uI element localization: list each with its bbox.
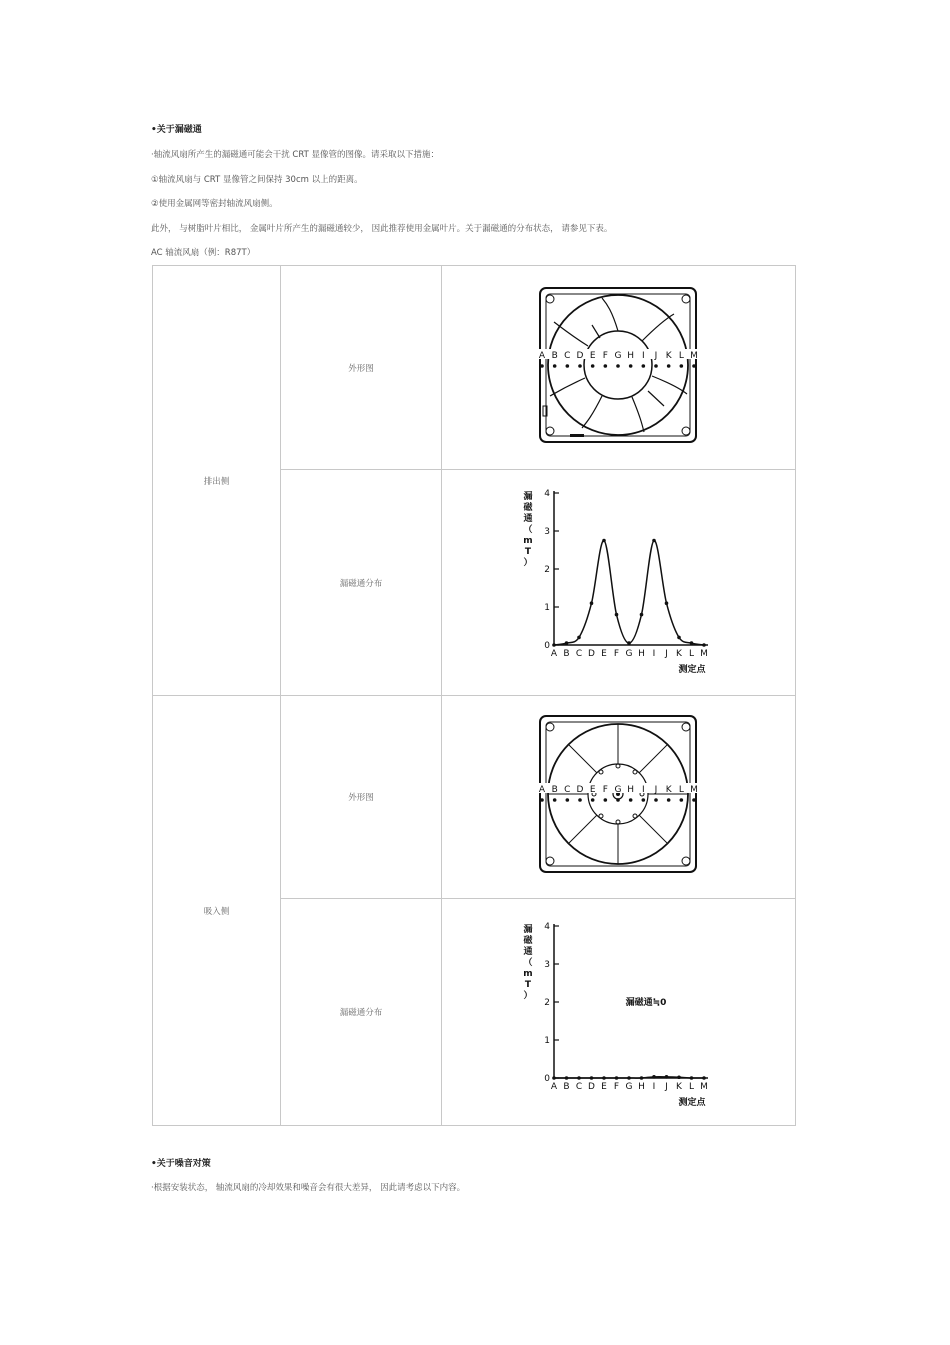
- exhaust-point-H: [629, 364, 633, 368]
- exhaust-chart-xtick-D: D: [588, 649, 595, 659]
- intake-chart-point-I: [652, 1075, 656, 1079]
- exhaust-chart-ylabel-char-2: 通: [523, 514, 533, 524]
- exhaust-chart-ytick-label-0: 0: [544, 641, 550, 651]
- exhaust-chart-point-I: [652, 539, 656, 543]
- exhaust-chart-xtick-C: C: [575, 649, 583, 659]
- exhaust-chart-point-B: [565, 641, 569, 645]
- exhaust-chart-xtick-M: M: [700, 649, 708, 659]
- exhaust-chart-xtick-L: L: [688, 649, 695, 659]
- intake-chart-point-B: [565, 1076, 569, 1080]
- intake-label-J: J: [654, 785, 658, 795]
- intake-label-A: A: [538, 785, 546, 795]
- exhaust-label-B: B: [551, 351, 558, 361]
- intake-chart-ytick-label-3: 3: [544, 960, 550, 970]
- intake-label-K: K: [665, 785, 672, 795]
- exhaust-chart-ytick-label-4: 4: [544, 489, 550, 499]
- intake-chart-xtick-K: K: [676, 1082, 682, 1092]
- exhaust-point-K: [667, 364, 671, 368]
- measurement-points-intake: [538, 783, 698, 802]
- exhaust-point-E: [591, 364, 595, 368]
- exhaust-label-C: C: [564, 351, 571, 361]
- intake-chart-xtick-L: L: [688, 1082, 695, 1092]
- exhaust-chart-ylabel-char-4: m: [523, 536, 533, 546]
- exhaust-chart-point-G: [627, 641, 631, 645]
- intake-point-C: [566, 798, 570, 802]
- intake-point-K: [667, 798, 671, 802]
- exhaust-chart-ylabel-char-1: 磁: [523, 503, 533, 513]
- intake-chart-point-F: [615, 1076, 619, 1080]
- paragraph-metal-blades: 此外， 与树脂叶片相比， 金属叶片所产生的漏磁通较少， 因此推荐使用金属叶片。关于漏磁通的分布状态， 请参见下表。: [151, 224, 613, 234]
- intake-chart-xtick-D: D: [588, 1082, 595, 1092]
- intake-chart-xtick-G: G: [625, 1082, 633, 1092]
- exhaust-point-J: [654, 364, 658, 368]
- paragraph-measure-1: ①轴流风扇与 CRT 显像管之间保持 30cm 以上的距离。: [151, 175, 363, 185]
- exhaust-label-D: D: [576, 351, 584, 361]
- intake-outline-label: 外形图: [281, 696, 442, 899]
- exhaust-point-D: [578, 364, 582, 368]
- exhaust-fan-outline-figure: [442, 266, 795, 466]
- intake-chart-xlabel: 测定点: [678, 1098, 706, 1108]
- exhaust-chart-xtick-I: I: [652, 649, 656, 659]
- intake-chart-ytick-label-4: 4: [544, 922, 550, 932]
- exhaust-chart-xlabel: 测定点: [678, 665, 706, 675]
- intake-chart-xtick-C: C: [575, 1082, 583, 1092]
- exhaust-chart-point-J: [665, 601, 669, 605]
- exhaust-label-A: A: [538, 351, 546, 361]
- intake-chart-ylabel-char-2: 通: [523, 947, 533, 957]
- intake-chart-ytick-label-1: 1: [544, 1036, 550, 1046]
- exhaust-chart-ylabel-char-0: 漏: [523, 492, 533, 502]
- intake-side-label: 吸入侧: [153, 696, 281, 1126]
- intake-chart-ylabel-char-4: m: [523, 969, 533, 979]
- intake-chart-xtick-I: I: [652, 1082, 656, 1092]
- intake-distribution-cell: [442, 899, 796, 1126]
- intake-chart-point-J: [665, 1075, 669, 1079]
- intake-leakage-chart: [442, 899, 795, 1122]
- exhaust-leakage-chart: [442, 470, 795, 692]
- exhaust-chart-ylabel-char-6: ）: [523, 558, 533, 568]
- exhaust-label-H: H: [627, 351, 635, 361]
- exhaust-point-M: [692, 364, 696, 368]
- exhaust-label-F: F: [602, 351, 608, 361]
- intake-point-M: [692, 798, 696, 802]
- intake-chart-point-H: [640, 1076, 644, 1080]
- intake-point-E: [591, 798, 595, 802]
- intake-label-C: C: [564, 785, 571, 795]
- intake-label-F: F: [602, 785, 608, 795]
- intake-chart-point-E: [602, 1076, 606, 1080]
- exhaust-distribution-cell: [442, 470, 796, 696]
- exhaust-label-K: K: [665, 351, 672, 361]
- intake-label-E: E: [589, 785, 596, 795]
- section-title-noise: •关于噪音对策: [151, 1159, 211, 1169]
- intake-label-L: L: [678, 785, 684, 795]
- exhaust-point-L: [680, 364, 684, 368]
- intake-label-H: H: [627, 785, 635, 795]
- exhaust-chart-point-K: [677, 636, 681, 640]
- exhaust-outline-cell: [442, 266, 796, 470]
- intake-chart-xtick-F: F: [613, 1082, 620, 1092]
- paragraph-measure-2: ②使用金属网等密封轴流风扇侧。: [151, 199, 278, 209]
- intake-point-H: [629, 798, 633, 802]
- intake-label-D: D: [576, 785, 584, 795]
- intake-chart-ylabel-char-6: ）: [523, 991, 533, 1001]
- exhaust-label-G: G: [614, 351, 622, 361]
- intake-chart-ylabel-char-0: 漏: [523, 925, 533, 935]
- paragraph-crt-interference: ·轴流风扇所产生的漏磁通可能会干扰 CRT 显像管的图像。请采取以下措施：: [151, 150, 440, 160]
- intake-chart-point-A: [552, 1076, 556, 1080]
- exhaust-point-A: [540, 364, 544, 368]
- exhaust-chart-ytick-label-1: 1: [544, 603, 550, 613]
- intake-chart-ylabel-char-5: T: [524, 980, 532, 990]
- exhaust-chart-xtick-K: K: [676, 649, 682, 659]
- intake-chart-xtick-H: H: [638, 1082, 645, 1092]
- intake-chart-point-M: [702, 1076, 706, 1080]
- measurement-points-exhaust: [538, 349, 698, 368]
- intake-point-B: [553, 798, 557, 802]
- intake-point-A: [540, 798, 544, 802]
- intake-chart-point-L: [690, 1076, 694, 1080]
- intake-chart-xtick-J: J: [665, 1082, 668, 1092]
- section-title-leakage: •关于漏磁通: [151, 125, 202, 135]
- exhaust-point-B: [553, 364, 557, 368]
- intake-chart-xtick-A: A: [550, 1082, 558, 1092]
- intake-chart-xtick-M: M: [700, 1082, 708, 1092]
- exhaust-side-label: 排出侧: [153, 266, 281, 696]
- exhaust-chart-point-D: [590, 601, 594, 605]
- leakage-flux-table: [152, 265, 796, 1126]
- intake-outline-cell: [442, 696, 796, 899]
- exhaust-chart-point-E: [602, 539, 606, 543]
- intake-fan-outline-figure: [442, 696, 795, 895]
- intake-point-L: [680, 798, 684, 802]
- exhaust-label-L: L: [678, 351, 684, 361]
- exhaust-chart-xtick-A: A: [550, 649, 558, 659]
- exhaust-label-J: J: [654, 351, 658, 361]
- intake-chart-point-D: [590, 1076, 594, 1080]
- exhaust-chart-point-L: [690, 641, 694, 645]
- intake-label-I: I: [642, 785, 645, 795]
- exhaust-chart-xtick-F: F: [613, 649, 620, 659]
- exhaust-chart-xtick-H: H: [638, 649, 645, 659]
- intake-point-D: [578, 798, 582, 802]
- exhaust-chart-point-F: [615, 613, 619, 617]
- exhaust-chart-ytick-label-3: 3: [544, 527, 550, 537]
- exhaust-chart-ytick-label-2: 2: [544, 565, 550, 575]
- exhaust-chart-xtick-B: B: [563, 649, 570, 659]
- paragraph-noise: ·根据安装状态， 轴流风扇的冷却效果和噪音会有很大差异， 因此请考虑以下内容。: [151, 1183, 466, 1193]
- exhaust-distribution-label: 漏磁通分布: [281, 470, 442, 696]
- exhaust-chart-ylabel-char-3: （: [523, 525, 533, 535]
- exhaust-chart-ylabel-char-5: T: [524, 547, 532, 557]
- intake-point-G: [616, 798, 620, 802]
- intake-chart-ytick-label-0: 0: [544, 1074, 550, 1084]
- exhaust-chart-point-C: [577, 636, 581, 640]
- intake-label-M: M: [690, 785, 698, 795]
- exhaust-point-F: [604, 364, 608, 368]
- exhaust-label-M: M: [690, 351, 698, 361]
- intake-chart-point-C: [577, 1076, 581, 1080]
- exhaust-point-C: [566, 364, 570, 368]
- intake-chart-ylabel-char-1: 磁: [523, 936, 533, 946]
- intake-distribution-label: 漏磁通分布: [281, 899, 442, 1126]
- intake-label-G: G: [614, 785, 622, 795]
- exhaust-chart-point-H: [640, 613, 644, 617]
- exhaust-chart-point-M: [702, 643, 706, 647]
- intake-chart-annotation: 漏磁通≒0: [625, 998, 667, 1008]
- intake-point-F: [604, 798, 608, 802]
- intake-label-B: B: [551, 785, 558, 795]
- intake-chart-point-K: [677, 1075, 681, 1079]
- intake-chart-xtick-B: B: [563, 1082, 570, 1092]
- exhaust-outline-label: 外形图: [281, 266, 442, 470]
- exhaust-chart-series-line: [554, 540, 704, 645]
- exhaust-label-I: I: [642, 351, 645, 361]
- exhaust-chart-point-A: [552, 643, 556, 647]
- table-caption: AC 轴流风扇（例：R87T）: [151, 248, 256, 258]
- exhaust-chart-xtick-E: E: [601, 649, 607, 659]
- exhaust-chart-xtick-G: G: [625, 649, 633, 659]
- intake-point-I: [642, 798, 646, 802]
- exhaust-point-G: [616, 364, 620, 368]
- intake-chart-xtick-E: E: [601, 1082, 607, 1092]
- intake-chart-ylabel-char-3: （: [523, 958, 533, 968]
- exhaust-label-E: E: [589, 351, 596, 361]
- exhaust-chart-xtick-J: J: [665, 649, 668, 659]
- intake-chart-point-G: [627, 1076, 631, 1080]
- intake-chart-ytick-label-2: 2: [544, 998, 550, 1008]
- exhaust-point-I: [642, 364, 646, 368]
- intake-point-J: [654, 798, 658, 802]
